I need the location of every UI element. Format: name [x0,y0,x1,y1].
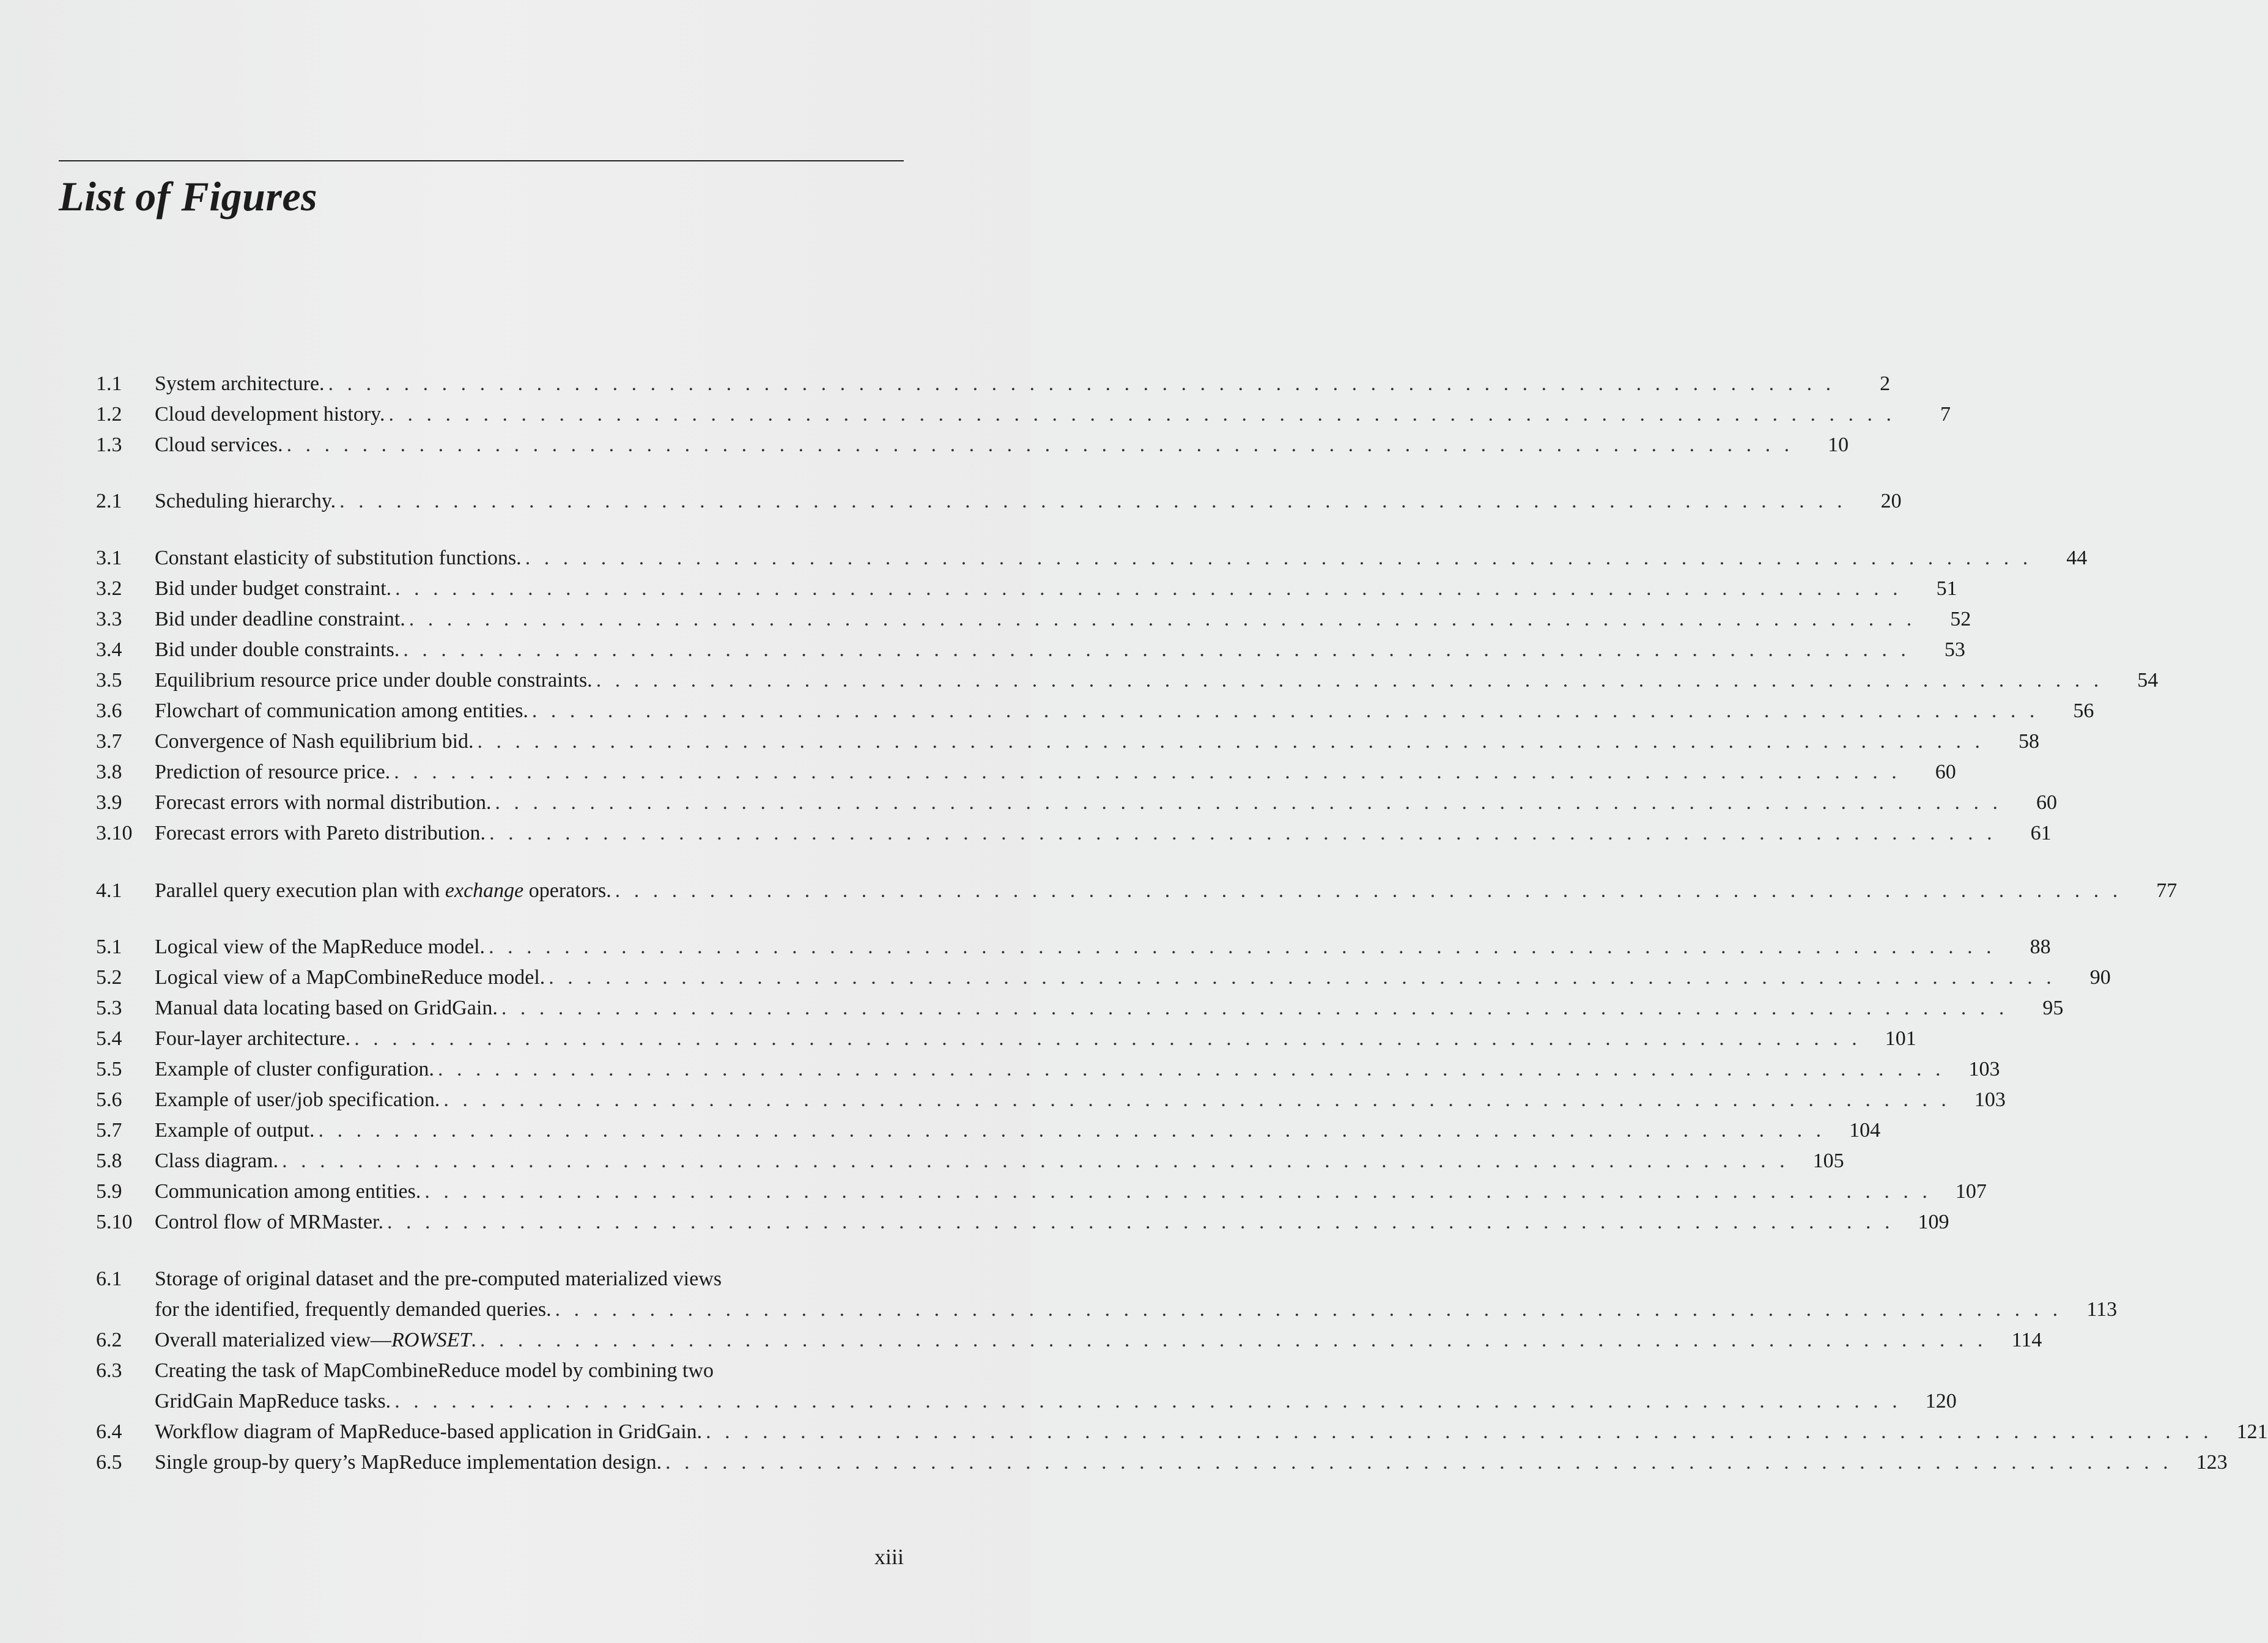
figure-caption-line [155,399,1951,430]
figure-number: 5.7 [96,1119,122,1142]
leader-dots: . . . . . . . . . . . . . . . . . . . . . . . . . . . . . . . . . . . . . . . . . . . . . . . . . . . . . . . . . . . . . . . . . . . . . . . . . . . . . . . . [395,577,1902,600]
figure-number: 1.1 [96,372,122,395]
figure-caption-line [155,369,1891,399]
figure-number: 3.8 [96,761,122,783]
figure-caption-line [155,430,1849,460]
leader-dots: . . . . . . . . . . . . . . . . . . . . . . . . . . . . . . . . . . . . . . . . . . . . . . . . . . . . . . . . . . . . . . . . . . . . . . . . . . . . . . . . [531,700,2039,722]
leader-dots: . . . . . . . . . . . . . . . . . . . . . . . . . . . . . . . . . . . . . . . . . . . . . . . . . . . . . . . . . . . . . . . . . . . . . . . . . . . . . . . . [615,879,2122,902]
figure-number: 2.1 [96,490,122,512]
leader-dots: . . . . . . . . . . . . . . . . . . . . . . . . . . . . . . . . . . . . . . . . . . . . . . . . . . . . . . . . . . . . . . . . . . . . . . . . . . . . . . . . [525,547,2033,569]
page-reference: 51 [1936,577,1957,600]
leader-dots: . . . . . . . . . . . . . . . . . . . . . . . . . . . . . . . . . . . . . . . . . . . . . . . . . . . . . . . . . . . . . . . . . . . . . . . . . . . . . . . . [706,1420,2213,1443]
leader-dots: . . . . . . . . . . . . . . . . . . . . . . . . . . . . . . . . . . . . . . . . . . . . . . . . . . . . . . . . . . . . . . . . . . . . . . . . . . . . . . . . [328,372,1836,395]
page-reference: 114 [2011,1329,2042,1351]
page-reference: 109 [1918,1211,1949,1233]
italic-term: ROWSET [391,1329,471,1351]
leader-dots: . . . . . . . . . . . . . . . . . . . . . . . . . . . . . . . . . . . . . . . . . . . . . . . . . . . . . . . . . . . . . . . . . . . . . . . . . . . . . . . . [424,1180,1932,1203]
figure-number: 3.5 [96,669,122,692]
leader-dots: . . . . . . . . . . . . . . . . . . . . . . . . . . . . . . . . . . . . . . . . . . . . . . . . . . . . . . . . . . . . . . . . . . . . . . . . . . . . . . . . [596,669,2104,692]
page-number: xiii [874,1545,904,1569]
figure-caption-line [155,1325,2042,1356]
figure-caption: for the identified, frequently demanded queries. [155,1298,552,1321]
page-reference: 2 [1880,372,1891,395]
leader-dots: . . . . . . . . . . . . . . . . . . . . . . . . . . . . . . . . . . . . . . . . . . . . . . . . . . . . . . . . . . . . . . . . . . . . . . . . . . . . . . . . [437,1058,1945,1080]
leader-dots: . . . . . . . . . . . . . . . . . . . . . . . . . . . . . . . . . . . . . . . . . . . . . . . . . . . . . . . . . . . . . . . . . . . . . . . . . . . . . . . . [339,490,1847,512]
figure-number: 5.2 [96,966,122,989]
figure-caption: Cloud services. [155,434,283,456]
figure-caption: Flowchart of communication among entities. [155,700,528,722]
page-reference: 20 [1880,490,1902,512]
figure-caption-line [155,1176,1987,1207]
figure-caption: Scheduling hierarchy. [155,490,336,512]
page-reference: 58 [2019,730,2040,753]
figure-caption-line [155,1417,2268,1447]
figure-caption-line [155,1115,1881,1146]
figure-caption: Logical view of a MapCombineReduce model. [155,966,545,989]
figure-number: 5.3 [96,997,122,1019]
page-reference: 56 [2073,700,2094,722]
figure-caption: Cloud development history. [155,403,385,426]
leader-dots: . . . . . . . . . . . . . . . . . . . . . . . . . . . . . . . . . . . . . . . . . . . . . . . . . . . . . . . . . . . . . . . . . . . . . . . . . . . . . . . . [318,1119,1826,1142]
figure-number: 6.5 [96,1451,122,1474]
figure-caption: Forecast errors with Pareto distribution. [155,822,486,844]
figure-caption: Example of output. [155,1119,315,1142]
figure-caption-line [155,543,2088,574]
figure-number: 1.3 [96,434,122,456]
figure-caption-line [155,1207,1949,1238]
figure-number: 5.5 [96,1058,122,1080]
figure-number: 3.6 [96,700,122,722]
page-reference: 90 [2089,966,2111,989]
italic-term: exchange [445,879,524,902]
leader-dots: . . . . . . . . . . . . . . . . . . . . . . . . . . . . . . . . . . . . . . . . . . . . . . . . . . . . . . . . . . . . . . . . . . . . . . . . . . . . . . . . [286,434,1794,456]
figure-number: 6.1 [96,1268,122,1290]
figure-caption-line [155,993,2064,1024]
page-title: List of Figures [59,173,318,220]
figure-caption-line [155,1264,903,1294]
leader-dots: . . . . . . . . . . . . . . . . . . . . . . . . . . . . . . . . . . . . . . . . . . . . . . . . . . . . . . . . . . . . . . . . . . . . . . . . . . . . . . . . [394,1390,1902,1412]
page-reference: 61 [2030,822,2052,844]
figure-caption: Equilibrium resource price under double constraints. [155,669,593,692]
figure-caption: Storage of original dataset and the pre-computed materialized views [155,1268,722,1290]
figure-number: 3.2 [96,577,122,600]
figure-number: 3.10 [96,822,133,844]
figure-number: 1.2 [96,403,122,426]
figure-caption: Creating the task of MapCombineReduce model by combining two [155,1359,714,1382]
leader-dots: . . . . . . . . . . . . . . . . . . . . . . . . . . . . . . . . . . . . . . . . . . . . . . . . . . . . . . . . . . . . . . . . . . . . . . . . . . . . . . . . [555,1298,2063,1321]
figure-caption: Logical view of the MapReduce model. [155,936,486,958]
leader-dots: . . . . . . . . . . . . . . . . . . . . . . . . . . . . . . . . . . . . . . . . . . . . . . . . . . . . . . . . . . . . . . . . . . . . . . . . . . . . . . . . [408,608,1916,630]
figure-number: 3.3 [96,608,122,630]
figure-number: 5.1 [96,936,122,958]
figure-caption-line [155,1447,2228,1478]
figure-number: 3.7 [96,730,122,753]
leader-dots: . . . . . . . . . . . . . . . . . . . . . . . . . . . . . . . . . . . . . . . . . . . . . . . . . . . . . . . . . . . . . . . . . . . . . . . . . . . . . . . . [501,997,2009,1019]
figure-caption-line [155,788,2058,818]
figure-caption-line [155,1356,903,1386]
figure-number: 5.6 [96,1088,122,1111]
figure-caption: Prediction of resource price. [155,761,391,783]
page-reference: 77 [2156,879,2178,902]
figure-caption-line [155,635,1965,665]
page-reference: 121 [2236,1420,2268,1443]
figure-caption-line [155,665,2159,696]
leader-dots: . . . . . . . . . . . . . . . . . . . . . . . . . . . . . . . . . . . . . . . . . . . . . . . . . . . . . . . . . . . . . . . . . . . . . . . . . . . . . . . . [479,1329,1987,1351]
page-reference: 60 [1935,761,1956,783]
figure-caption-line [155,818,2052,849]
page-reference: 7 [1940,403,1951,426]
page-reference: 120 [1925,1390,1957,1412]
figure-caption: Single group-by query’s MapReduce implementation design. [155,1451,662,1474]
figure-caption: Convergence of Nash equilibrium bid. [155,730,474,753]
figure-caption: Parallel query execution plan with exchange operators. [155,879,611,902]
leader-dots: . . . . . . . . . . . . . . . . . . . . . . . . . . . . . . . . . . . . . . . . . . . . . . . . . . . . . . . . . . . . . . . . . . . . . . . . . . . . . . . . [549,966,2056,989]
page-reference: 53 [1944,638,1965,661]
figure-number: 5.8 [96,1150,122,1172]
leader-dots: . . . . . . . . . . . . . . . . . . . . . . . . . . . . . . . . . . . . . . . . . . . . . . . . . . . . . . . . . . . . . . . . . . . . . . . . . . . . . . . . [489,936,1996,958]
figure-number: 3.4 [96,638,122,661]
figure-caption-line [155,1054,2000,1085]
leader-dots: . . . . . . . . . . . . . . . . . . . . . . . . . . . . . . . . . . . . . . . . . . . . . . . . . . . . . . . . . . . . . . . . . . . . . . . . . . . . . . . . [394,761,1901,783]
figure-caption-line [155,932,2051,962]
figure-caption: Class diagram. [155,1150,279,1172]
leader-dots: . . . . . . . . . . . . . . . . . . . . . . . . . . . . . . . . . . . . . . . . . . . . . . . . . . . . . . . . . . . . . . . . . . . . . . . . . . . . . . . . [388,403,1896,426]
page-reference: 54 [2137,669,2159,692]
page-reference: 103 [1974,1088,2006,1111]
page-reference: 10 [1828,434,1849,456]
figure-caption-line [155,574,1957,604]
figure-caption-line [155,1146,1844,1176]
page-reference: 105 [1812,1150,1844,1172]
figure-caption: Workflow diagram of MapReduce-based application in GridGain. [155,1420,703,1443]
figure-caption: Bid under double constraints. [155,638,400,661]
figure-caption-line [155,726,2040,757]
leader-dots: . . . . . . . . . . . . . . . . . . . . . . . . . . . . . . . . . . . . . . . . . . . . . . . . . . . . . . . . . . . . . . . . . . . . . . . . . . . . . . . . [443,1088,1951,1111]
figure-caption: Bid under budget constraint. [155,577,392,600]
page-reference: 88 [2030,936,2051,958]
figure-number: 6.3 [96,1359,122,1382]
figure-caption-line [155,876,2178,906]
figure-caption-line [155,486,1902,517]
figure-number: 3.1 [96,547,122,569]
figure-caption-line [155,1085,2006,1115]
figure-caption: System architecture. [155,372,325,395]
page-reference: 52 [1950,608,1971,630]
figure-number: 5.10 [96,1211,133,1233]
figure-caption: Overall materialized view—ROWSET. [155,1329,476,1351]
figure-caption-line [155,696,2094,726]
figure-caption-line [155,962,2111,993]
leader-dots: . . . . . . . . . . . . . . . . . . . . . . . . . . . . . . . . . . . . . . . . . . . . . . . . . . . . . . . . . . . . . . . . . . . . . . . . . . . . . . . . [282,1150,1789,1172]
page-reference: 107 [1955,1180,1987,1203]
figure-number: 6.2 [96,1329,122,1351]
leader-dots: . . . . . . . . . . . . . . . . . . . . . . . . . . . . . . . . . . . . . . . . . . . . . . . . . . . . . . . . . . . . . . . . . . . . . . . . . . . . . . . . [477,730,1985,753]
figure-caption: Control flow of MRMaster. [155,1211,383,1233]
figure-number: 5.4 [96,1027,122,1050]
figure-caption: Manual data locating based on GridGain. [155,997,498,1019]
leader-dots: . . . . . . . . . . . . . . . . . . . . . . . . . . . . . . . . . . . . . . . . . . . . . . . . . . . . . . . . . . . . . . . . . . . . . . . . . . . . . . . . [495,791,2003,814]
figure-caption-line [155,1386,1957,1417]
leader-dots: . . . . . . . . . . . . . . . . . . . . . . . . . . . . . . . . . . . . . . . . . . . . . . . . . . . . . . . . . . . . . . . . . . . . . . . . . . . . . . . . [489,822,1997,844]
page-reference: 60 [2036,791,2058,814]
page-reference: 101 [1885,1027,1916,1050]
figure-caption: GridGain MapReduce tasks. [155,1390,391,1412]
figure-caption: Example of cluster configuration. [155,1058,434,1080]
leader-dots: . . . . . . . . . . . . . . . . . . . . . . . . . . . . . . . . . . . . . . . . . . . . . . . . . . . . . . . . . . . . . . . . . . . . . . . . . . . . . . . . [354,1027,1861,1050]
page-reference: 113 [2086,1298,2118,1321]
figure-caption: Forecast errors with normal distribution. [155,791,492,814]
figure-caption: Constant elasticity of substitution functions. [155,547,522,569]
page-reference: 104 [1849,1119,1881,1142]
leader-dots: . . . . . . . . . . . . . . . . . . . . . . . . . . . . . . . . . . . . . . . . . . . . . . . . . . . . . . . . . . . . . . . . . . . . . . . . . . . . . . . . [403,638,1910,661]
figure-caption: Bid under deadline constraint. [155,608,405,630]
page-reference: 44 [2066,547,2088,569]
figure-caption: Communication among entities. [155,1180,421,1203]
page-reference: 95 [2042,997,2064,1019]
figure-number: 4.1 [96,879,122,902]
figure-caption: Example of user/job specification. [155,1088,440,1111]
figure-number: 6.4 [96,1420,122,1443]
page-reference: 123 [2196,1451,2228,1474]
figure-caption-line [155,757,1956,788]
figure-caption-line [155,604,1971,635]
leader-dots: . . . . . . . . . . . . . . . . . . . . . . . . . . . . . . . . . . . . . . . . . . . . . . . . . . . . . . . . . . . . . . . . . . . . . . . . . . . . . . . . [386,1211,1894,1233]
figure-caption-line [155,1024,1916,1054]
page-reference: 103 [1968,1058,2000,1080]
leader-dots: . . . . . . . . . . . . . . . . . . . . . . . . . . . . . . . . . . . . . . . . . . . . . . . . . . . . . . . . . . . . . . . . . . . . . . . . . . . . . . . . [665,1451,2173,1474]
figure-number: 3.9 [96,791,122,814]
figure-caption: Four-layer architecture. [155,1027,351,1050]
figure-caption-line [155,1294,2118,1325]
figure-number: 5.9 [96,1180,122,1203]
